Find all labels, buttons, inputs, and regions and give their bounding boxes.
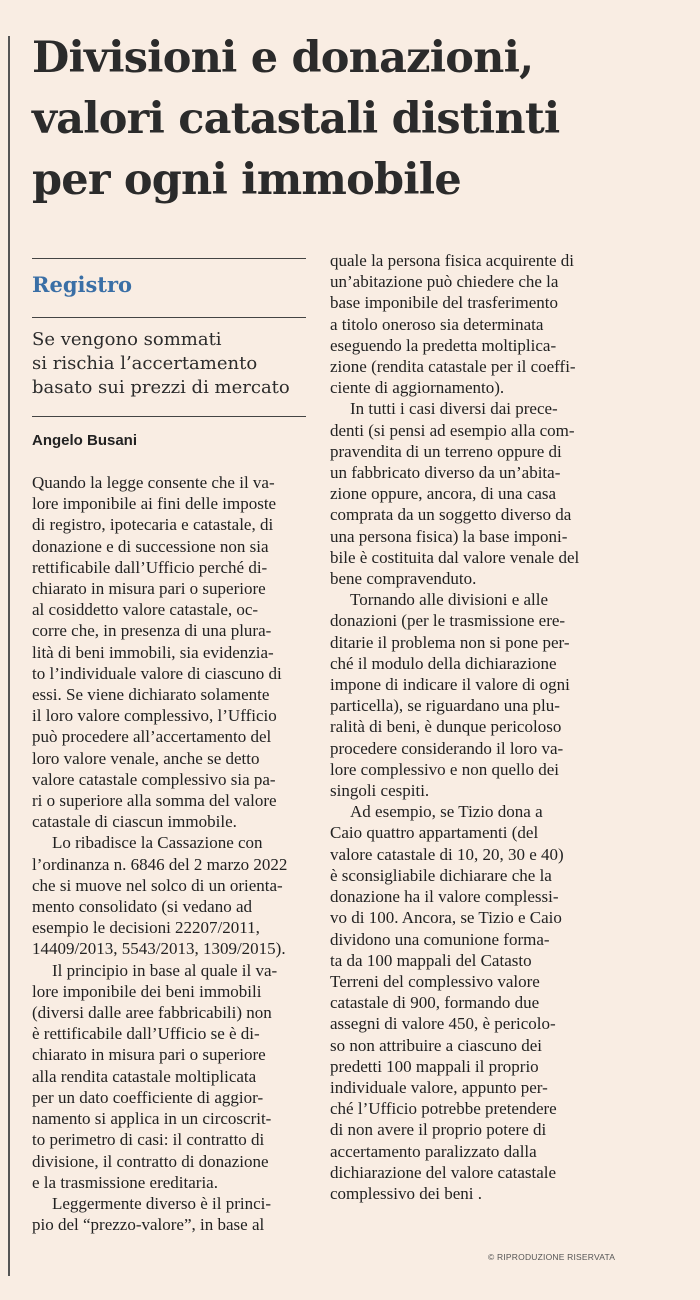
body-line: accertamento paralizzato dalla bbox=[330, 1141, 537, 1161]
body-line: a titolo oneroso sia determinata bbox=[330, 314, 544, 334]
body-line: particella), se riguardano una plu- bbox=[330, 696, 560, 716]
body-line: (diversi dalle aree fabbricabili) non bbox=[32, 1003, 272, 1023]
body-line: divisione, il contratto di donazione bbox=[32, 1151, 269, 1171]
body-line: lore imponibile dei beni immobili bbox=[32, 981, 262, 1001]
copyright-notice: © RIPRODUZIONE RISERVATA bbox=[488, 1252, 616, 1262]
body-line: alla rendita catastale moltiplicata bbox=[32, 1066, 257, 1086]
body-line: un fabbricato diverso da un’abita- bbox=[330, 463, 561, 483]
title-line: per ogni immobile bbox=[32, 155, 461, 205]
summary-line: si rischia l’accertamento bbox=[32, 353, 258, 374]
body-line: è sconsigliabile dichiarare che la bbox=[330, 865, 552, 885]
body-line: che si muove nel solco di un orienta- bbox=[32, 875, 283, 895]
body-line: per un dato coefficiente di aggior- bbox=[32, 1087, 264, 1107]
body-line: donazione ha il valore complessi- bbox=[330, 887, 559, 907]
summary-bottom-rule bbox=[32, 416, 306, 417]
body-line: complessivo dei beni . bbox=[330, 1183, 483, 1203]
body-line: Ad esempio, se Tizio dona a bbox=[350, 802, 543, 822]
body-line: so non attribuire a ciascuno dei bbox=[330, 1035, 542, 1055]
article-title bbox=[32, 28, 672, 211]
body-line: assegni di valore 450, è pericolo- bbox=[330, 1014, 556, 1034]
body-line: predetti 100 mappali il proprio bbox=[330, 1056, 539, 1076]
body-line: ralità di beni, è dunque pericoloso bbox=[330, 717, 562, 737]
body-line: dichiarazione del valore catastale bbox=[330, 1162, 557, 1182]
body-line: corre che, in presenza di una plura- bbox=[32, 621, 272, 641]
body-line: ta da 100 mappali del Catasto bbox=[330, 950, 532, 970]
body-line: to perimetro di casi: il contratto di bbox=[32, 1130, 265, 1150]
body-line: ciente di aggiornamento). bbox=[330, 378, 505, 398]
body-line: bile è costituita dal valore venale del bbox=[330, 547, 580, 567]
body-line: In tutti i casi diversi dai prece- bbox=[350, 399, 558, 419]
body-line: il loro valore complessivo, l’Ufficio bbox=[32, 706, 277, 726]
body-line: l’ordinanza n. 6846 del 2 marzo 2022 bbox=[32, 854, 288, 874]
body-line: procedere considerando il loro va- bbox=[330, 738, 564, 758]
body-line: lore complessivo e non quello dei bbox=[330, 759, 559, 779]
body-line: ché l’Ufficio potrebbe pretendere bbox=[330, 1099, 557, 1119]
body-line: zione oppure, ancora, di una casa bbox=[330, 484, 557, 504]
body-line: dividono una comunione forma- bbox=[330, 929, 550, 949]
body-line: quale la persona fisica acquirente di bbox=[330, 251, 575, 270]
body-line: zione (rendita catastale per il coeffi- bbox=[330, 357, 576, 377]
body-line: Il principio in base al quale il va- bbox=[52, 960, 278, 980]
body-line: donazione e di successione non sia bbox=[32, 536, 269, 556]
body-line: 14409/2013, 5543/2013, 1309/2015). bbox=[32, 939, 286, 959]
body-line: vo di 100. Ancora, se Tizio e Caio bbox=[330, 908, 562, 928]
body-line: pravendita di un terreno oppure di bbox=[330, 441, 562, 461]
body-line: individuale valore, appunto per- bbox=[330, 1077, 548, 1097]
body-line: lore imponibile ai fini delle imposte bbox=[32, 494, 277, 514]
body-line: ditarie il problema non si pone per- bbox=[330, 632, 570, 652]
body-line: singoli cespiti. bbox=[330, 781, 430, 801]
body-line: donazioni (per le trasmissione ere- bbox=[330, 611, 566, 631]
body-line: chiarato in misura pari o superiore bbox=[32, 1045, 266, 1065]
body-line: Lo ribadisce la Cassazione con bbox=[52, 833, 263, 853]
summary-line: Se vengono sommati bbox=[32, 329, 222, 350]
body-line: namento si applica in un circoscrit- bbox=[32, 1109, 272, 1129]
body-line: ri o superiore alla somma del valore bbox=[32, 791, 277, 811]
body-line: al cosiddetto valore catastale, oc- bbox=[32, 600, 259, 620]
body-line: pio del “prezzo-valore”, in base al bbox=[32, 1215, 265, 1235]
body-line: base imponibile del trasferimento bbox=[330, 293, 559, 313]
body-line: di registro, ipotecaria e catastale, di bbox=[32, 515, 274, 535]
body-line: un’abitazione può chiedere che la bbox=[330, 272, 559, 292]
title-line: valori catastali distinti bbox=[32, 94, 560, 144]
article-body-right bbox=[330, 250, 606, 1204]
body-line: lità di beni immobili, sia evidenzia- bbox=[32, 642, 274, 662]
article-body-left bbox=[32, 472, 308, 1235]
article-summary bbox=[32, 328, 306, 400]
body-line: e la trasmissione ereditaria. bbox=[32, 1172, 218, 1192]
kicker-top-rule bbox=[32, 258, 306, 259]
body-line: catastale di 900, formando due bbox=[330, 993, 540, 1013]
body-line: essi. Se viene dichiarato solamente bbox=[32, 685, 270, 705]
body-line: loro valore venale, anche se detto bbox=[32, 748, 260, 768]
body-line: denti (si pensi ad esempio alla com- bbox=[330, 420, 575, 440]
body-line: valore catastale complessivo sia pa- bbox=[32, 769, 276, 789]
body-line: Tornando alle divisioni e alle bbox=[350, 590, 549, 610]
body-line: Terreni del complessivo valore bbox=[330, 971, 540, 991]
body-line: valore catastale di 10, 20, 30 e 40) bbox=[330, 844, 564, 864]
body-line: di non avere il proprio potere di bbox=[330, 1120, 547, 1140]
author-byline: Angelo Busani bbox=[32, 432, 138, 449]
body-line: ché il modulo della dichiarazione bbox=[330, 653, 557, 673]
title-line: Divisioni e donazioni, bbox=[32, 33, 534, 83]
body-line: Caio quattro appartamenti (del bbox=[330, 823, 539, 843]
body-line: è rettificabile dall’Ufficio se è di- bbox=[32, 1024, 260, 1044]
body-line: mento consolidato (si vedano ad bbox=[32, 897, 253, 917]
left-margin-rule bbox=[8, 36, 10, 1276]
body-line: to l’individuale valore di ciascuno di bbox=[32, 663, 282, 683]
kicker-bottom-rule bbox=[32, 317, 306, 318]
body-line: bene compravenduto. bbox=[330, 569, 477, 589]
body-line: può procedere all’accertamento del bbox=[32, 727, 272, 747]
body-line: una persona fisica) la base imponi- bbox=[330, 526, 568, 546]
body-line: impone di indicare il valore di ogni bbox=[330, 675, 570, 695]
body-line: rettificabile dall’Ufficio perché di- bbox=[32, 557, 268, 577]
body-line: Leggermente diverso è il princi- bbox=[52, 1193, 272, 1213]
summary-line: basato sui prezzi di mercato bbox=[32, 377, 290, 398]
body-line: chiarato in misura pari o superiore bbox=[32, 579, 266, 599]
body-line: Quando la legge consente che il va- bbox=[32, 473, 275, 492]
body-line: catastale di ciascun immobile. bbox=[32, 812, 237, 832]
body-line: esempio le decisioni 22207/2011, bbox=[32, 918, 260, 938]
body-line: comprata da un soggetto diverso da bbox=[330, 505, 572, 525]
body-line: eseguendo la predetta moltiplica- bbox=[330, 335, 557, 355]
section-kicker: Registro bbox=[32, 272, 133, 297]
